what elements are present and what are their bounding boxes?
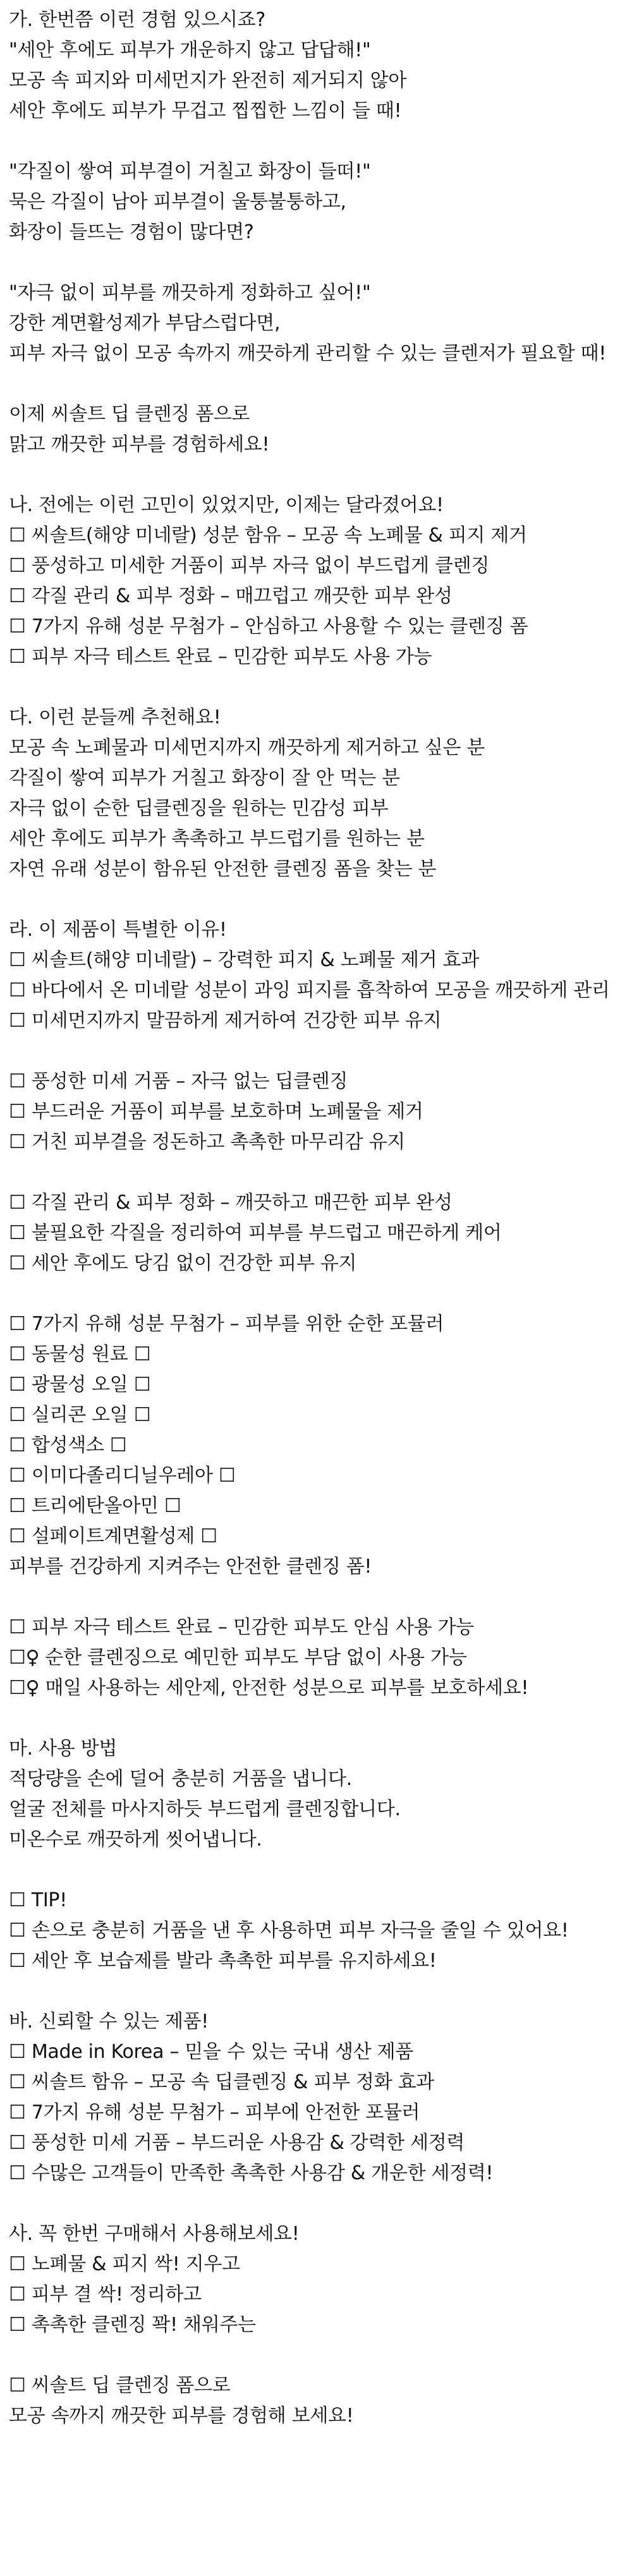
- list-item: ☐♀ 순한 클렌징으로 예민한 피부도 부담 없이 사용 가능: [9, 1647, 467, 1669]
- text-line: 모공 속 피지와 미세먼지가 완전히 제거되지 않아: [9, 70, 407, 92]
- section-na-heading: 나. 전에는 이런 고민이 있었지만, 이제는 달라졌어요!: [9, 494, 444, 516]
- text-line: 강한 계면활성제가 부담스럽다면,: [9, 312, 281, 334]
- blank-line: [9, 672, 627, 703]
- blank-line: [9, 2189, 627, 2219]
- list-item: ☐ Made in Korea – 믿을 수 있는 국내 생산 제품: [9, 2041, 414, 2063]
- list-item: ☐ 실리콘 오일 ☐: [9, 1404, 151, 1426]
- text-line: 맑고 깨끗한 피부를 경험하세요!: [9, 433, 270, 456]
- list-item: ☐ 촉촉한 클렌징 꽉! 채워주는: [9, 2314, 256, 2336]
- list-item: ☐ 거친 피부결을 정돈하고 촉촉한 마무리감 유지: [9, 1131, 405, 1153]
- blank-line: [9, 460, 627, 490]
- text-line: 얼굴 전체를 마사지하듯 부드럽게 클렌징합니다.: [9, 1798, 401, 1820]
- list-item: ☐ 씨솔트(해양 미네랄) – 강력한 피지 & 노폐물 제거 효과: [9, 949, 479, 971]
- blank-line: [9, 1582, 627, 1612]
- section-ma-heading: 마. 사용 방법: [9, 1738, 118, 1760]
- list-item: ☐ 동물성 원료 ☐: [9, 1343, 151, 1365]
- blank-line: [9, 248, 627, 278]
- text-line: "세안 후에도 피부가 개운하지 않고 답답해!": [9, 39, 371, 61]
- section-sa-heading: 사. 꼭 한번 구매해서 사용해보세요!: [9, 2223, 300, 2245]
- text-line: 피부를 건강하게 지켜주는 안전한 클렌징 폼!: [9, 1556, 372, 1578]
- text-line: 미온수로 깨끗하게 씻어냅니다.: [9, 1829, 262, 1851]
- list-item: ☐ 설페이트계면활성제 ☐: [9, 1525, 217, 1547]
- list-item: ☐ 노폐물 & 피지 싹! 지우고: [9, 2253, 240, 2275]
- list-item: ☐ 7가지 유해 성분 무첨가 – 안심하고 사용할 수 있는 클렌징 폼: [9, 615, 528, 638]
- list-item: ☐ 세안 후에도 당김 없이 건강한 피부 유지: [9, 1252, 357, 1274]
- list-item: ☐ 수많은 고객들이 만족한 촉촉한 사용감 & 개운한 세정력!: [9, 2162, 494, 2184]
- list-item: ☐ 피부 자극 테스트 완료 – 민감한 피부도 안심 사용 가능: [9, 1616, 474, 1638]
- list-item: ☐ 풍성하고 미세한 거품이 피부 자극 없이 부드럽게 클렌징: [9, 555, 490, 577]
- blank-line: [9, 369, 627, 399]
- blank-line: [9, 1976, 627, 2007]
- text-line: 세안 후에도 피부가 무겁고 찝찝한 느낌이 들 때!: [9, 100, 402, 122]
- list-item: ☐ 씨솔트 함유 – 모공 속 딥클렌징 & 피부 정화 효과: [9, 2071, 434, 2093]
- list-item: ☐ 미세먼지까지 말끔하게 제거하여 건강한 피부 유지: [9, 1010, 442, 1032]
- list-item: ☐ 트리에탄올아민 ☐: [9, 1495, 181, 1517]
- text-line: 피부 자극 없이 모공 속까지 깨끗하게 관리할 수 있는 클렌저가 필요할 때!: [9, 342, 607, 365]
- list-item: ☐ 세안 후 보습제를 발라 촉촉한 피부를 유지하세요!: [9, 1950, 437, 1972]
- text-line: 이제 씨솔트 딥 클렌징 폼으로: [9, 403, 250, 425]
- blank-line: [9, 1279, 627, 1309]
- section-ba-heading: 바. 신뢰할 수 있는 제품!: [9, 2011, 209, 2033]
- blank-line: [9, 885, 627, 915]
- list-item: ☐ 손으로 충분히 거품을 낸 후 사용하면 피부 자극을 줄일 수 있어요!: [9, 1920, 569, 1942]
- text-line: "자극 없이 피부를 깨끗하게 정화하고 싶어!": [9, 282, 371, 304]
- list-item: ☐ 7가지 유해 성분 무첨가 – 피부에 안전한 포뮬러: [9, 2101, 420, 2124]
- list-item: ☐ 합성색소 ☐: [9, 1434, 127, 1456]
- tip-heading: ☐ TIP!: [9, 1889, 67, 1911]
- product-description-document: [9, 5, 627, 2431]
- list-item: ☐♀ 매일 사용하는 세안제, 안전한 성분으로 피부를 보호하세요!: [9, 1677, 529, 1699]
- blank-line: [9, 1855, 627, 1885]
- text-line: 화장이 들뜨는 경험이 많다면?: [9, 221, 254, 243]
- blank-line: [9, 2340, 627, 2371]
- list-item: ☐ 풍성한 미세 거품 – 부드러운 사용감 & 강력한 세정력: [9, 2132, 465, 2154]
- text-line: 각질이 쌓여 피부가 거칠고 화장이 잘 안 먹는 분: [9, 767, 400, 789]
- list-item: ☐ 7가지 유해 성분 무첨가 – 피부를 위한 순한 포뮬러: [9, 1313, 444, 1335]
- blank-line: [9, 126, 627, 157]
- list-item: ☐ 불필요한 각질을 정리하여 피부를 부드럽고 매끈하게 케어: [9, 1222, 502, 1244]
- text-line: "각질이 쌓여 피부결이 거칠고 화장이 들떠!": [9, 160, 371, 183]
- blank-line: [9, 1036, 627, 1067]
- text-line: 자극 없이 순한 딥클렌징을 원하는 민감성 피부: [9, 797, 389, 819]
- list-item: ☐ 부드러운 거품이 피부를 보호하며 노폐물을 제거: [9, 1101, 423, 1123]
- list-item: ☐ 씨솔트 딥 클렌징 폼으로: [9, 2374, 231, 2397]
- blank-line: [9, 1158, 627, 1188]
- section-ga-heading: 가. 한번쯤 이런 경험 있으시죠?: [9, 9, 265, 31]
- text-line: 적당량을 손에 덜어 충분히 거품을 냅니다.: [9, 1768, 352, 1790]
- list-item: ☐ 각질 관리 & 피부 정화 – 매끄럽고 깨끗한 피부 완성: [9, 585, 453, 607]
- list-item: ☐ 풍성한 미세 거품 – 자극 없는 딥클렌징: [9, 1070, 348, 1092]
- blank-line: [9, 1703, 627, 1734]
- list-item: ☐ 피부 자극 테스트 완료 – 민감한 피부도 사용 가능: [9, 646, 432, 668]
- text-line: 자연 유래 성분이 함유된 안전한 클렌징 폼을 찾는 분: [9, 858, 437, 880]
- section-ra-heading: 라. 이 제품이 특별한 이유!: [9, 919, 227, 941]
- section-da-heading: 다. 이런 분들께 추천해요!: [9, 706, 221, 729]
- text-line: 묵은 각질이 남아 피부결이 울퉁불퉁하고,: [9, 191, 346, 213]
- closing-line: 모공 속까지 깨끗한 피부를 경험해 보세요!: [9, 2405, 354, 2427]
- list-item: ☐ 각질 관리 & 피부 정화 – 깨끗하고 매끈한 피부 완성: [9, 1192, 453, 1214]
- list-item: ☐ 광물성 오일 ☐: [9, 1374, 151, 1396]
- list-item: ☐ 바다에서 온 미네랄 성분이 과잉 피지를 흡착하여 모공을 깨끗하게 관리: [9, 979, 610, 1001]
- list-item: ☐ 피부 결 싹! 정리하고: [9, 2283, 202, 2306]
- list-item: ☐ 씨솔트(해양 미네랄) 성분 함유 – 모공 속 노폐물 & 피지 제거: [9, 524, 527, 547]
- list-item: ☐ 이미다졸리디닐우레아 ☐: [9, 1465, 236, 1487]
- text-line: 세안 후에도 피부가 촉촉하고 부드럽기를 원하는 분: [9, 828, 425, 850]
- text-line: 모공 속 노폐물과 미세먼지까지 깨끗하게 제거하고 싶은 분: [9, 737, 485, 759]
